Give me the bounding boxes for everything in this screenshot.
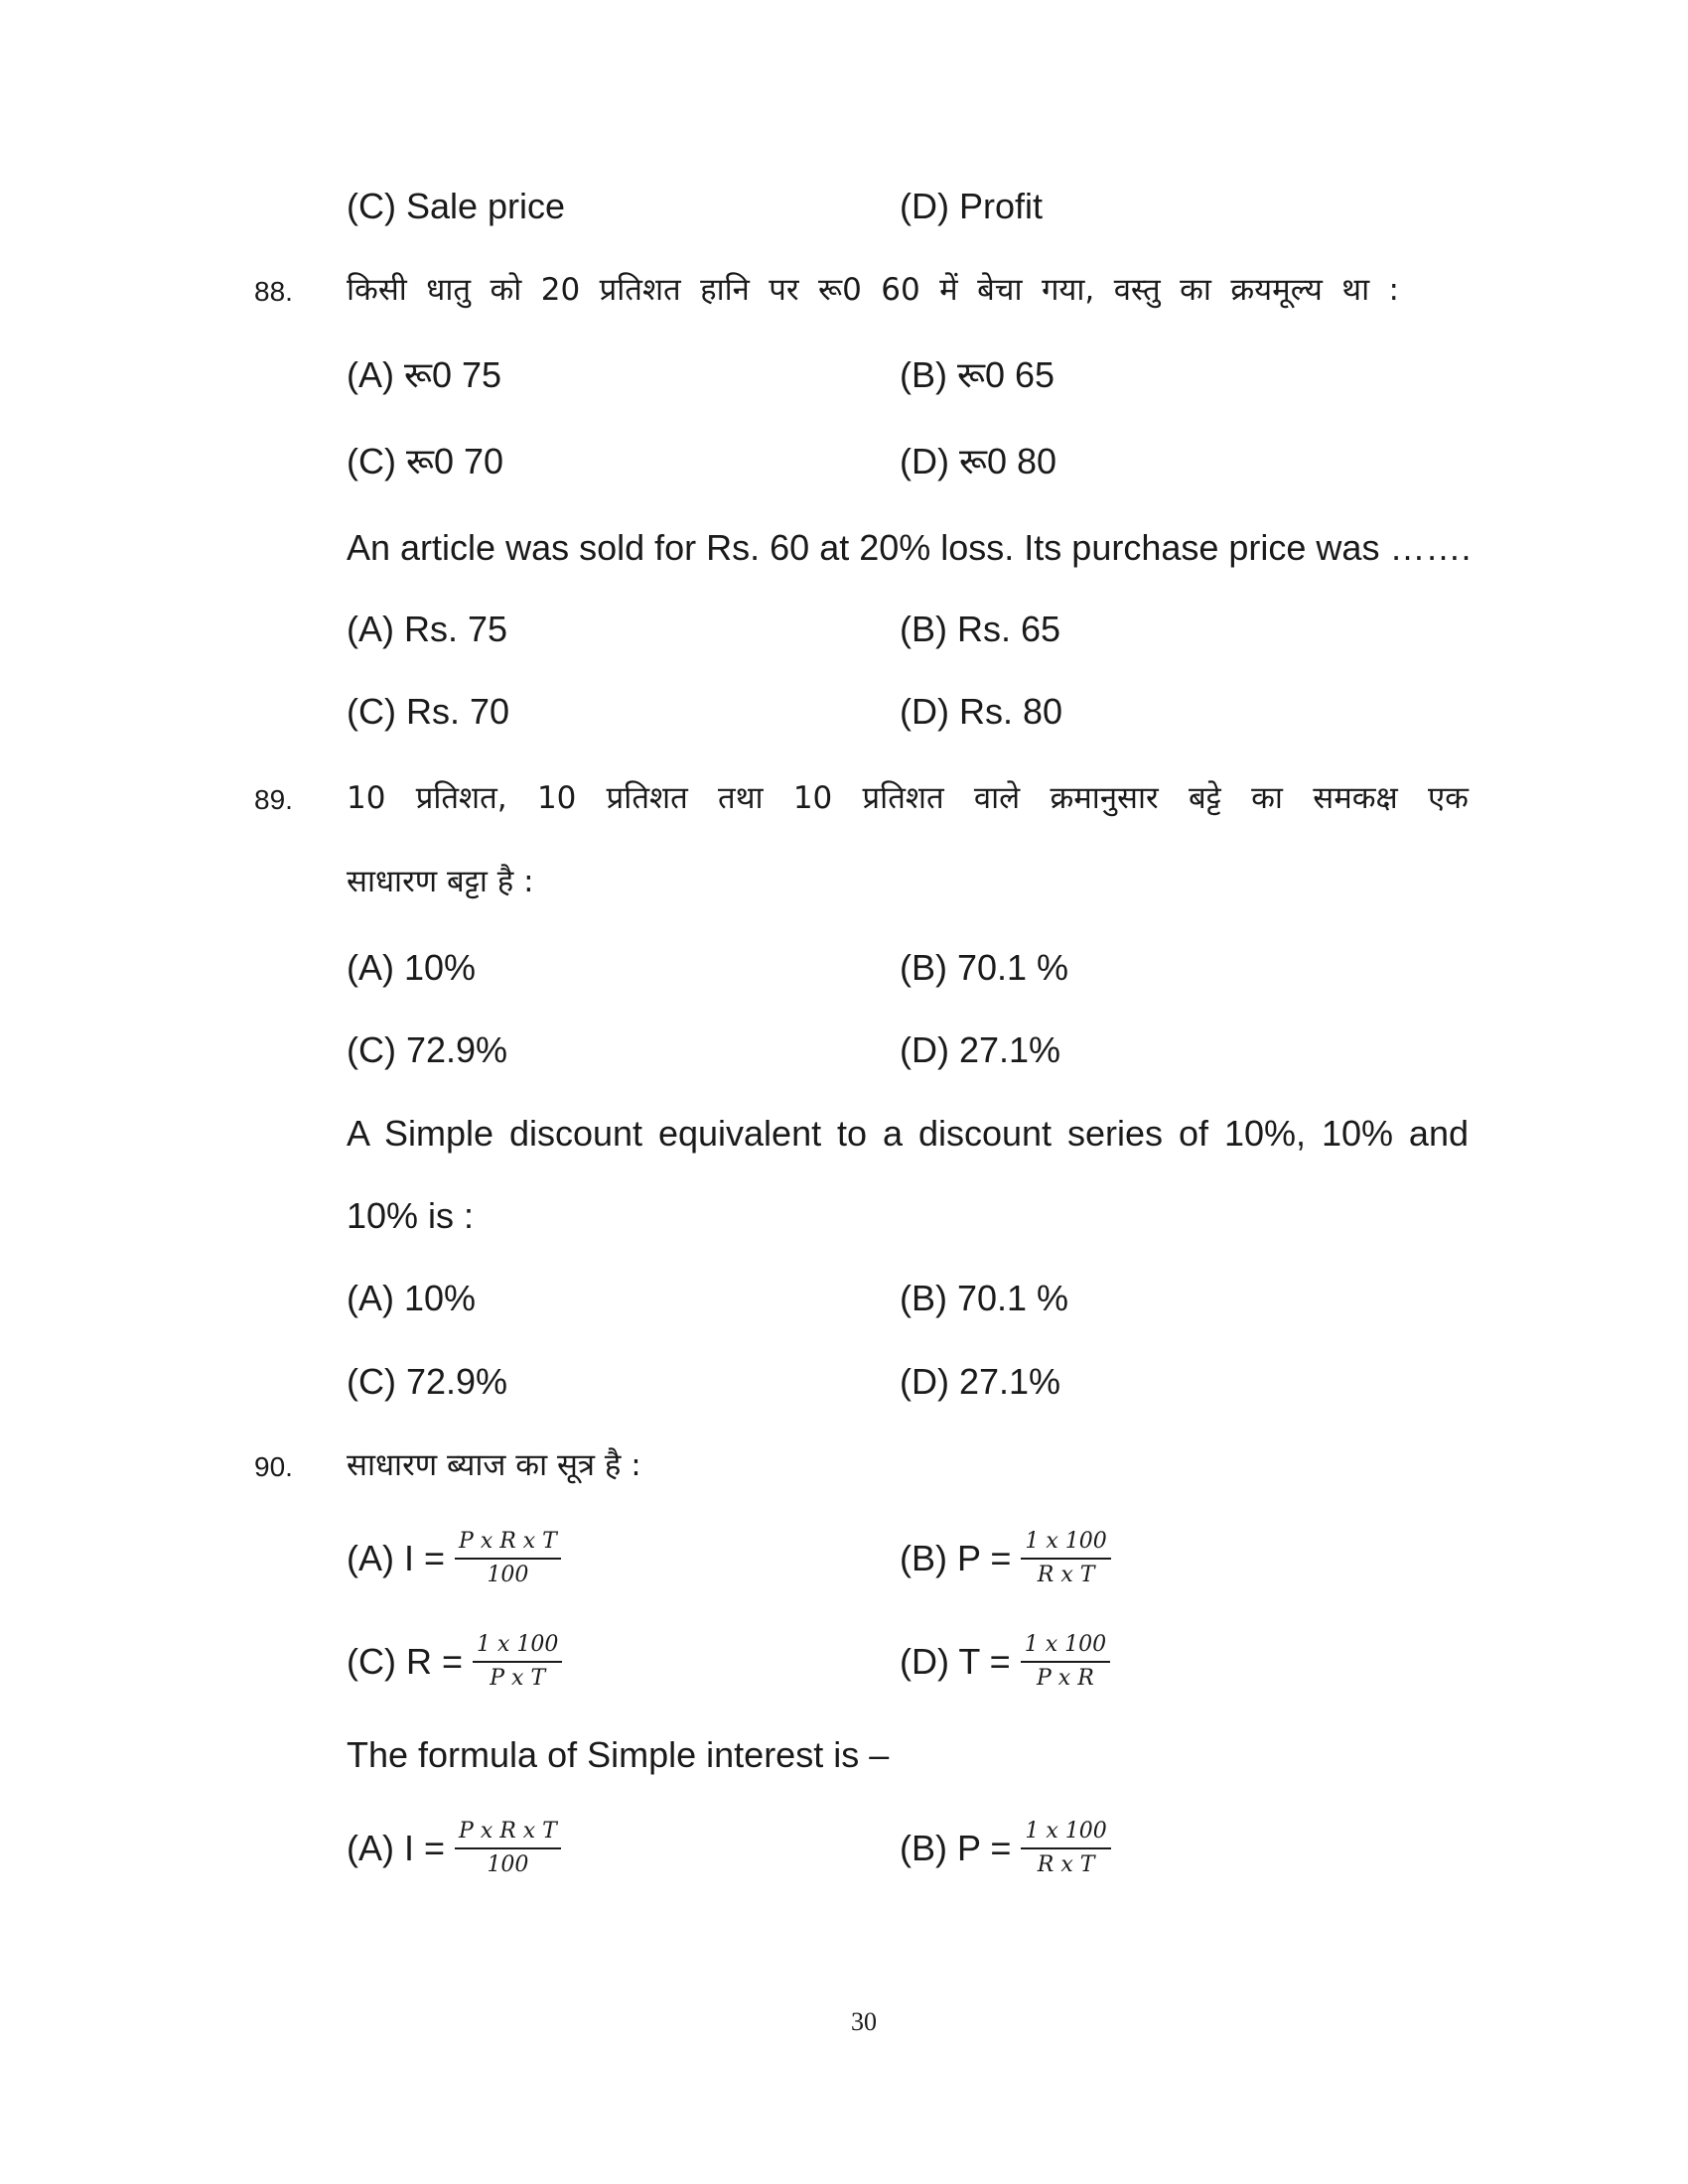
q88-english-option-c: (C) Rs. 70 <box>347 691 510 732</box>
q88-english-option-a: (A) Rs. 75 <box>347 609 508 649</box>
fraction-numerator: P x R x T <box>455 1819 561 1849</box>
q89-hindi-option-a: (A) 10% <box>347 947 477 988</box>
q90-option-c-lead: (C) R = <box>347 1641 463 1682</box>
question-90-hindi: साधारण ब्याज का सूत्र है : <box>347 1447 641 1483</box>
q89-hindi-option-d: (D) 27.1% <box>900 1029 1061 1070</box>
question-number-88: 88. <box>254 276 293 307</box>
q90-option-b <box>900 1519 1111 1598</box>
q90-option-d-fraction <box>1021 1632 1110 1692</box>
q90-option-b-lead: (B) P = <box>900 1538 1012 1578</box>
question-number-89: 89. <box>254 784 293 815</box>
option-c-sale-price: (C) Sale price <box>347 186 566 226</box>
q88-hindi-option-c: (C) रू0 70 <box>347 441 504 481</box>
question-89-english-line1: A Simple discount equivalent to a discount series of 10%, 10% and <box>347 1113 1469 1154</box>
fraction-denominator: P x R <box>1037 1666 1094 1691</box>
question-89-hindi-line1: 10 प्रतिशत, 10 प्रतिशत तथा 10 प्रतिशत वाले क्रमानुसार बट्टे का समकक्ष एक <box>347 780 1469 816</box>
fraction-denominator: 100 <box>487 1852 529 1877</box>
q89-english-option-d: (D) 27.1% <box>900 1361 1061 1402</box>
page-number: 30 <box>851 2007 877 2036</box>
question-90-english: The formula of Simple interest is – <box>347 1734 890 1775</box>
q88-hindi-option-a: (A) रू0 75 <box>347 354 502 395</box>
q89-english-option-b: (B) 70.1 % <box>900 1278 1069 1318</box>
fraction-numerator: 1 x 100 <box>1021 1529 1110 1560</box>
question-89-english-line2: 10% is : <box>347 1195 475 1236</box>
q90-option-a-lead: (A) I = <box>347 1538 446 1578</box>
q89-english-option-a: (A) 10% <box>347 1278 477 1318</box>
fraction-denominator: P x T <box>490 1666 546 1691</box>
q90-option-a-fraction <box>455 1529 561 1588</box>
fraction-numerator: P x R x T <box>455 1529 561 1560</box>
fraction-denominator: 100 <box>487 1563 529 1587</box>
q90-english-option-a-lead: (A) I = <box>347 1828 446 1868</box>
q90-english-option-a <box>347 1809 561 1888</box>
question-88-hindi: किसी धातु को 20 प्रतिशत हानि पर रू0 60 में बेचा गया, वस्तु का क्रयमूल्य था : <box>347 272 1399 308</box>
fraction-denominator: R x T <box>1037 1852 1095 1877</box>
q90-option-d-lead: (D) T = <box>900 1641 1011 1682</box>
q90-option-c <box>347 1622 562 1702</box>
option-d-profit: (D) Profit <box>900 186 1043 226</box>
q88-english-option-d: (D) Rs. 80 <box>900 691 1063 732</box>
q89-english-option-c: (C) 72.9% <box>347 1361 508 1402</box>
q90-english-option-b-lead: (B) P = <box>900 1828 1012 1868</box>
q90-option-b-fraction <box>1021 1529 1110 1588</box>
q90-english-option-b-fraction <box>1021 1819 1110 1878</box>
question-number-90: 90. <box>254 1451 293 1482</box>
fraction-numerator: 1 x 100 <box>473 1632 562 1663</box>
q90-option-d <box>900 1622 1110 1702</box>
fraction-numerator: 1 x 100 <box>1021 1819 1110 1849</box>
q89-hindi-option-b: (B) 70.1 % <box>900 947 1069 988</box>
q90-english-option-a-fraction <box>455 1819 561 1878</box>
q88-english-option-b: (B) Rs. 65 <box>900 609 1061 649</box>
fraction-denominator: R x T <box>1037 1563 1095 1587</box>
fraction-numerator: 1 x 100 <box>1021 1632 1110 1663</box>
question-88-english: An article was sold for Rs. 60 at 20% loss. Its purchase price was ……. <box>347 527 1472 568</box>
q89-hindi-option-c: (C) 72.9% <box>347 1029 508 1070</box>
q88-hindi-option-b: (B) रू0 65 <box>900 354 1055 395</box>
question-89-hindi-line2: साधारण बट्टा है : <box>347 864 534 899</box>
q88-hindi-option-d: (D) रू0 80 <box>900 441 1057 481</box>
q90-english-option-b <box>900 1809 1111 1888</box>
q90-option-c-fraction <box>473 1632 562 1692</box>
q90-option-a <box>347 1519 561 1598</box>
